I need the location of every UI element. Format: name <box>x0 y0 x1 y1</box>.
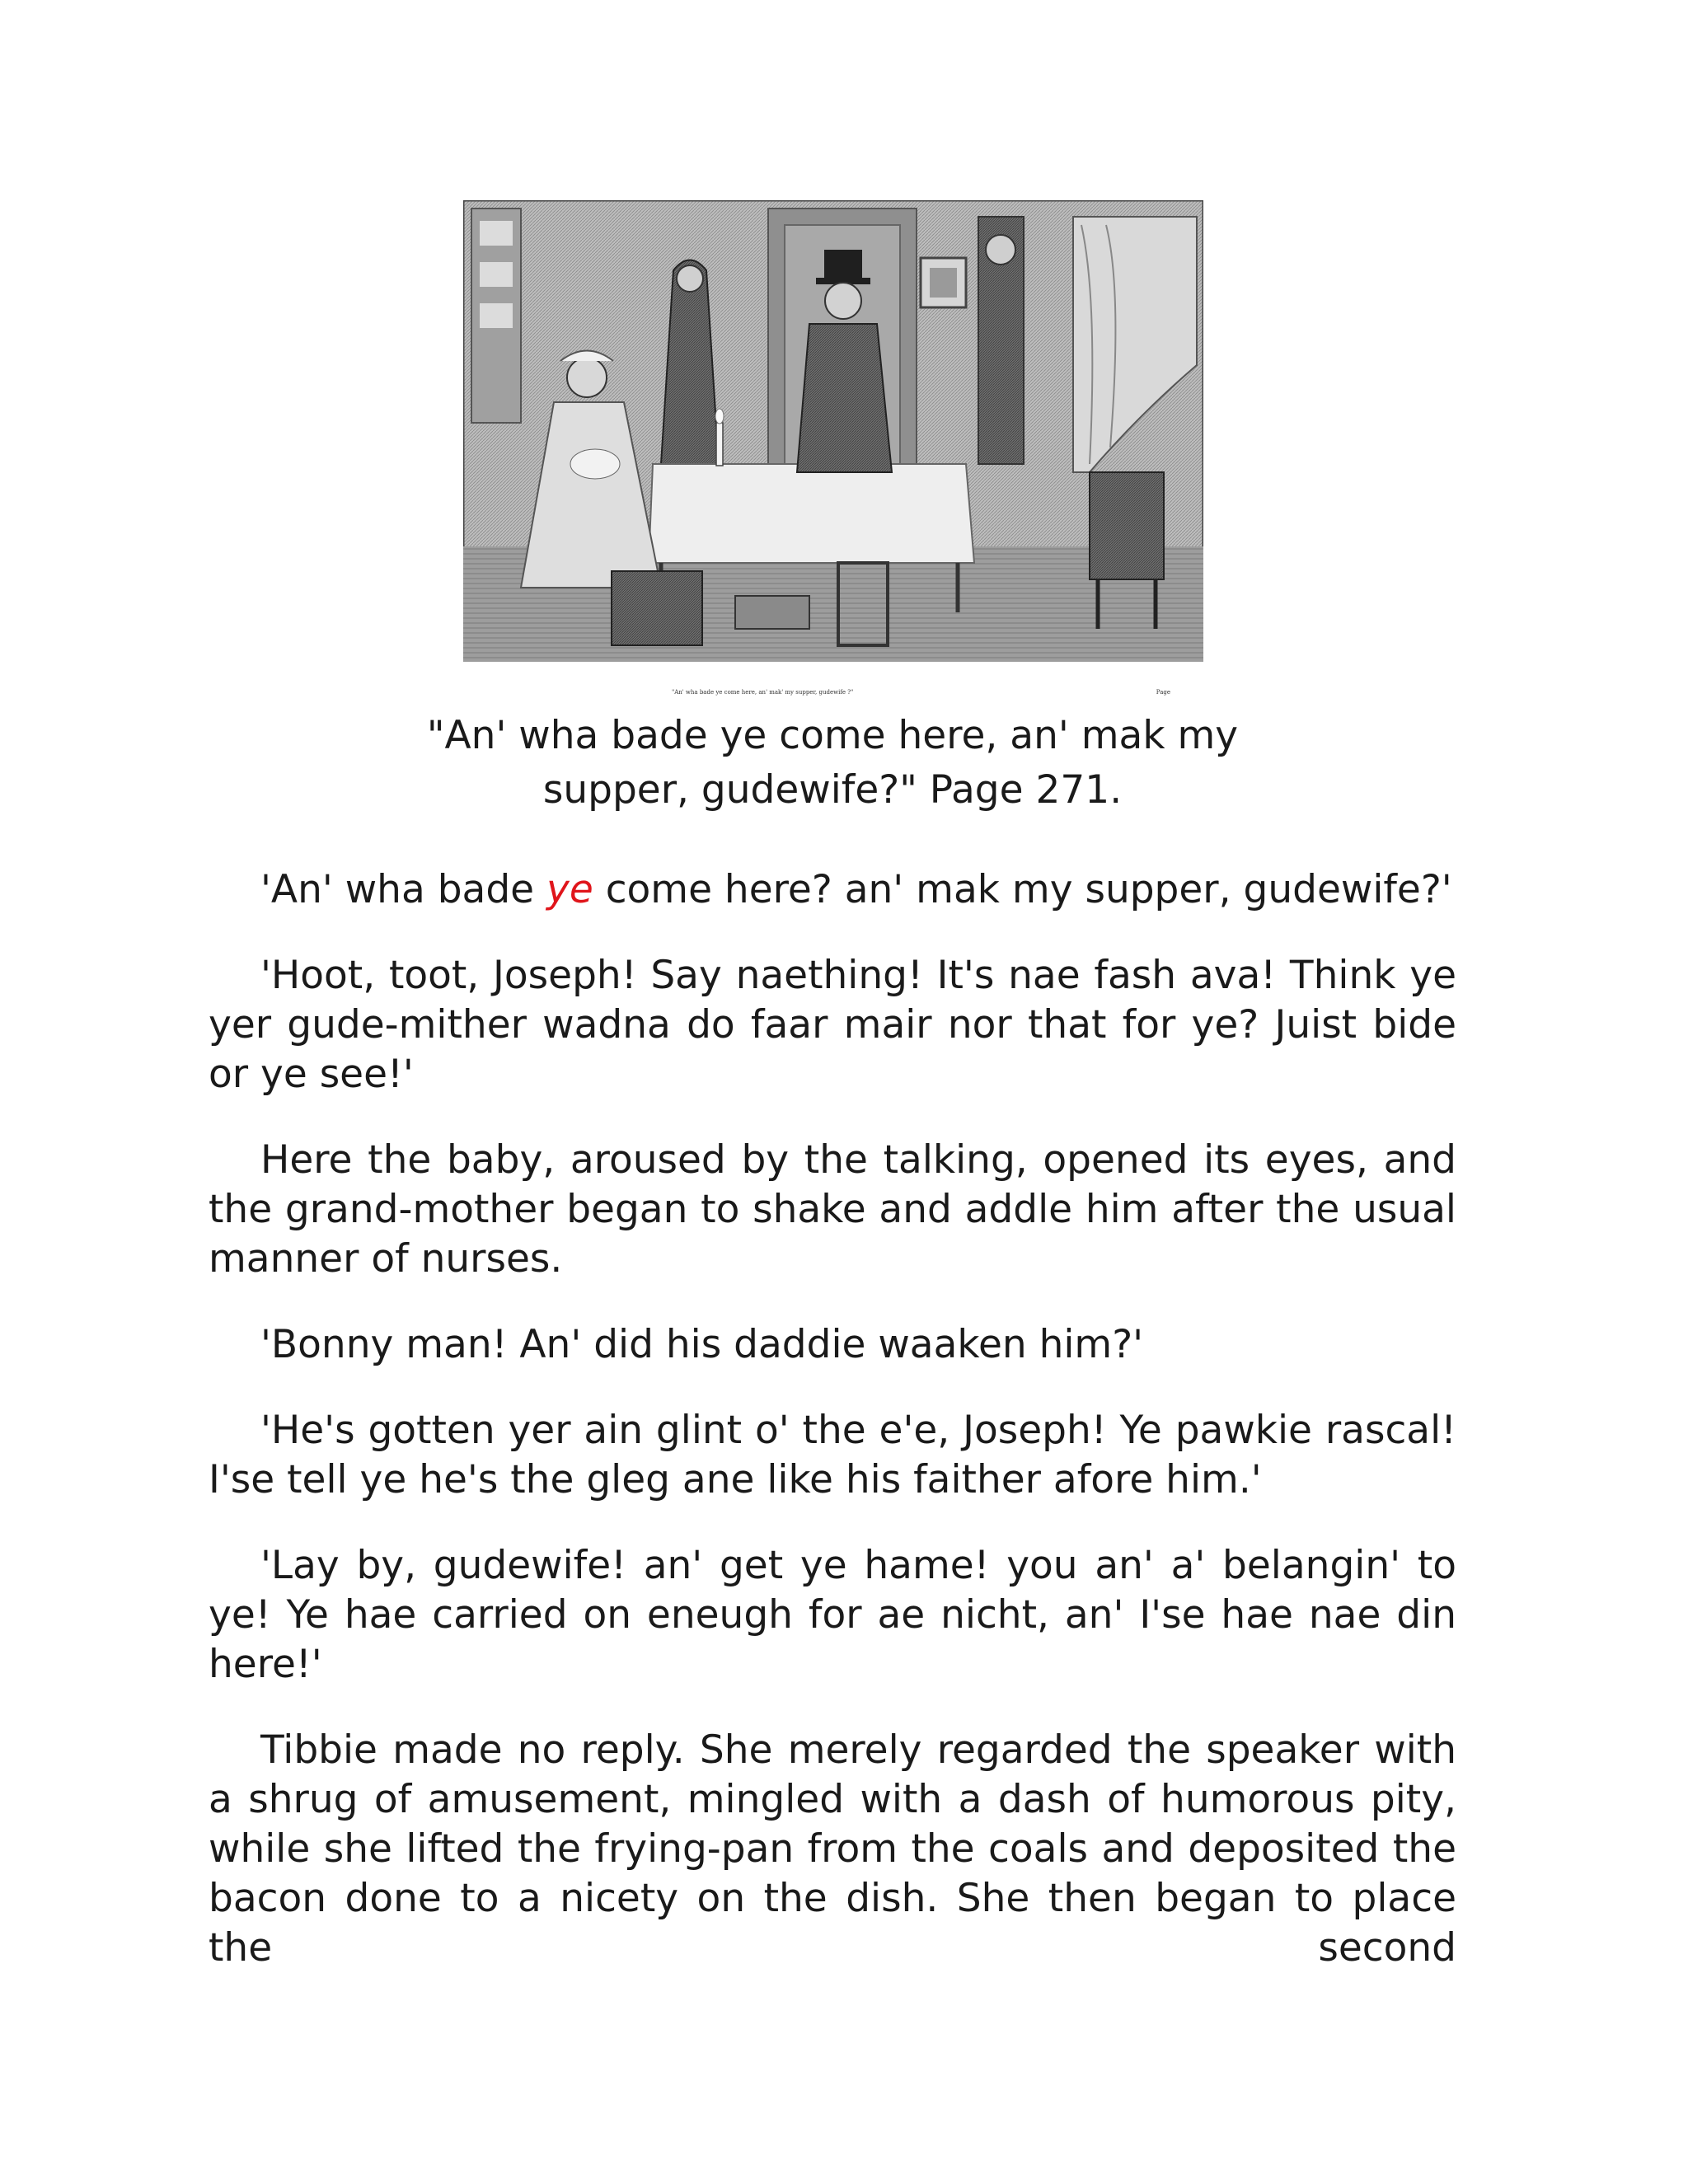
paragraph-3: Here the baby, aroused by the talking, opened its eyes, and the grand-mother began to shake and addle him after the usual manner of nurses. <box>209 1137 1456 1282</box>
plate-caption-page: Page <box>1156 689 1170 696</box>
paragraph-5: 'He's gotten yer ain glint o' the e'e, Joseph! Ye pawkie rascal! I'se tell ye he's the gleg ane like his faither afore him.' <box>209 1408 1456 1502</box>
paragraph-1 <box>209 865 1456 915</box>
caption-line-1: "An' wha bade ye come here, an' mak my <box>426 713 1239 758</box>
paragraph-6: 'Lay by, gudewife! an' get ye hame! you an' a' belangin' to ye! Ye hae carried on eneugh for ae nicht, an' I'se hae nae din here!' <box>209 1543 1456 1687</box>
paragraph-7: Tibbie made no reply. She merely regarded the speaker with a shrug of amusement, mingled with a dash of humorous pity, while she lifted the frying-pan from the coals and deposited the bacon done to a nicety on the dish. She then began to place the second <box>209 1727 1456 1971</box>
paragraph-2: 'Hoot, toot, Joseph! Say naething! It's nae fash ava! Think ye yer gude-mither wadna do faar mair nor that for ye? Juist bide or ye see!' <box>209 953 1456 1097</box>
body-text <box>209 865 1456 2009</box>
illustration-caption <box>396 709 1269 818</box>
engraving-illustration <box>463 200 1203 662</box>
emphasized-word: ye <box>546 867 593 912</box>
caption-line-2: supper, gudewife?" Page 271. <box>542 767 1123 813</box>
paragraph-1-end: come here? an' mak my supper, gudewife?' <box>593 867 1452 912</box>
paragraph-4: 'Bonny man! An' did his daddie waaken him?' <box>260 1322 1144 1367</box>
plate-caption-text: "An' wha bade ye come here, an' mak' my supper, gudewife ?" <box>672 689 854 696</box>
paragraph-1-start: 'An' wha bade <box>260 867 547 912</box>
plate-caption <box>462 684 1203 702</box>
